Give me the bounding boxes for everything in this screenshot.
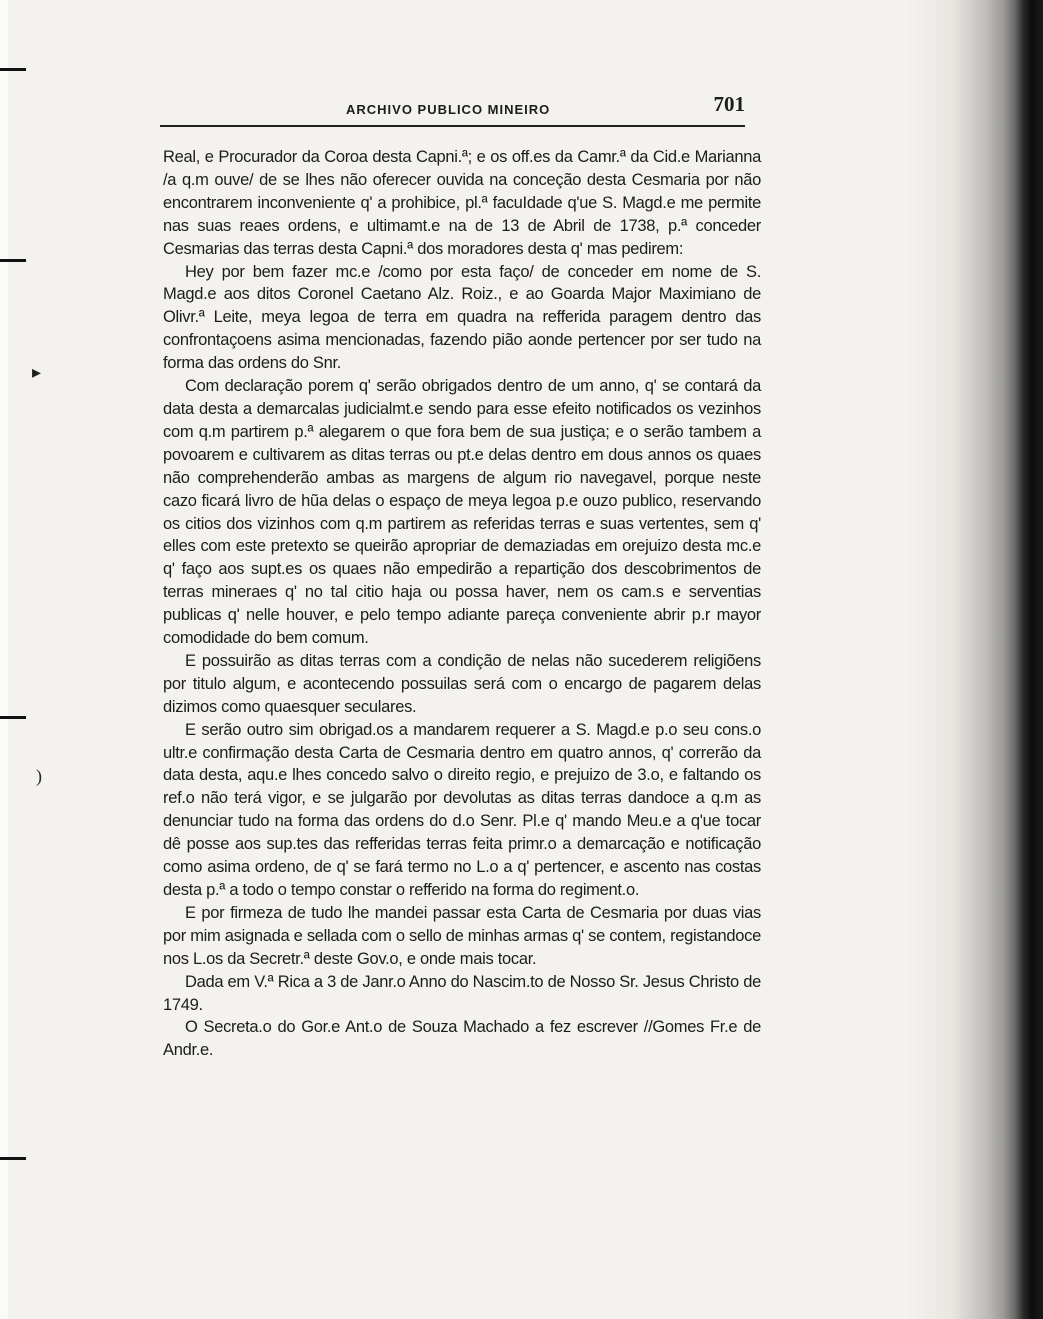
document-body	[163, 146, 761, 1062]
left-margin-tick	[0, 259, 26, 262]
left-margin-tick	[0, 716, 26, 719]
left-margin-tick	[0, 1157, 26, 1160]
paragraph: Dada em V.ª Rica a 3 de Janr.o Anno do Nascim.to de Nosso Sr. Jesus Christo de 1749.	[163, 972, 761, 1014]
paragraph: E possuirão as ditas terras com a condição de nelas não sucederem religiõens por titulo algum, e acontecendo possuilas será com o encargo de pagarem delas dizimos como quaesquer seculares.	[163, 651, 761, 716]
paragraph: E serão outro sim obrigad.os a mandarem requerer a S. Magd.e p.o seu cons.o ultr.e confirmação desta Carta de Cesmaria dentro em quatro annos, q' correrão da data desta, aqu.e lhes concedo salvo o direito regio, e prejuizo de 3.o, e faltando os ref.o não terá vigor, e se julgarão por devolutas as ditas terras dandoce a q.m as denunciar tudo na forma das ordens do d.o Senr. Pl.e q' mando Meu.e a q'ue tocar dê posse aos sup.tes das refferidas terras feita primr.o a demarcação e notificação como asima ordeno, de q' se fará termo no L.o a q' pertencer, e ascento nas costas desta p.ª a todo o tempo constar o refferido na forma do regiment.o.	[163, 720, 761, 899]
book-gutter-shadow	[903, 0, 1043, 1319]
paragraph: O Secreta.o do Gor.e Ant.o de Souza Machado a fez escrever //Gomes Fr.e de Andr.e.	[163, 1018, 761, 1060]
paragraph: Com declaração porem q' serão obrigados dentro de um anno, q' se contará da data desta a demarcalas judicialmt.e sendo para esse efeito notificados os vezinhos com q.m partirem p.ª alegarem o que fora bem de sua justiça; e o serão tambem a povoarem e cultivarem as ditas terras ou pt.e delas dentro em dous annos os quaes não comprehenderão ambas as margens de algum rio navegavel, porque neste cazo ficará livro de hũa delas o espaço de meya legoa p.e ouzo publico, reservando os citios dos vizinhos com q.m partirem as referidas terras e suas vertentes, sem q' elles com este pretexto se queirão apropriar de demaziadas em orejuizo desta mc.e q' faço aos supt.es os quaes não empedirão a repartição dos descobrimentos de terras mineraes q' no tal citio haja ou possa haver, nem os cam.s e serventias publicas q' nelle houver, e pelo tempo adiante pareça conveniente abrir p.r mayor comodidade do bem comum.	[163, 377, 761, 648]
left-margin-tick	[0, 68, 26, 71]
page-header	[160, 88, 745, 124]
running-title: ARCHIVO PUBLICO MINEIRO	[346, 102, 551, 117]
header-rule	[160, 125, 745, 127]
margin-bullet-mark: ▸	[32, 362, 42, 382]
page-number: 701	[713, 92, 745, 116]
paragraph: Hey por bem fazer mc.e /como por esta faço/ de conceder em nome de S. Magd.e aos ditos Coronel Caetano Alz. Roiz., e ao Goarda Major Maximiano de Olivr.ª Leite, meya legoa de terra em quadra na refferida paragem dentro das confrontaçoens asima mencionadas, fazendo pião aonde pertencer por ser tudo na forma das ordens do Snr.	[163, 262, 761, 373]
page-left-edge	[0, 0, 8, 1319]
margin-bracket-mark: )	[36, 766, 42, 786]
paragraph: E por firmeza de tudo lhe mandei passar esta Carta de Cesmaria por duas vias por mim asignada e sellada com o sello de minhas armas q' se contem, registandoce nos L.os da Secretr.ª deste Gov.o, e onde mais tocar.	[163, 903, 761, 968]
paragraph: Real, e Procurador da Coroa desta Capni.ª; e os off.es da Camr.ª da Cid.e Marianna /a q.m ouve/ de se lhes não oferecer ouvida na conceção desta Cesmaria por não encontrarem inconveniente q' a prohibice, pl.ª facuIdade q'ue S. Magd.e me permite nas suas reaes ordens, e ultimamt.e na de 13 de Abril de 1738, p.ª conceder Cesmarias das terras desta Capni.ª dos moradores desta q' mas pedirem:	[163, 148, 761, 258]
